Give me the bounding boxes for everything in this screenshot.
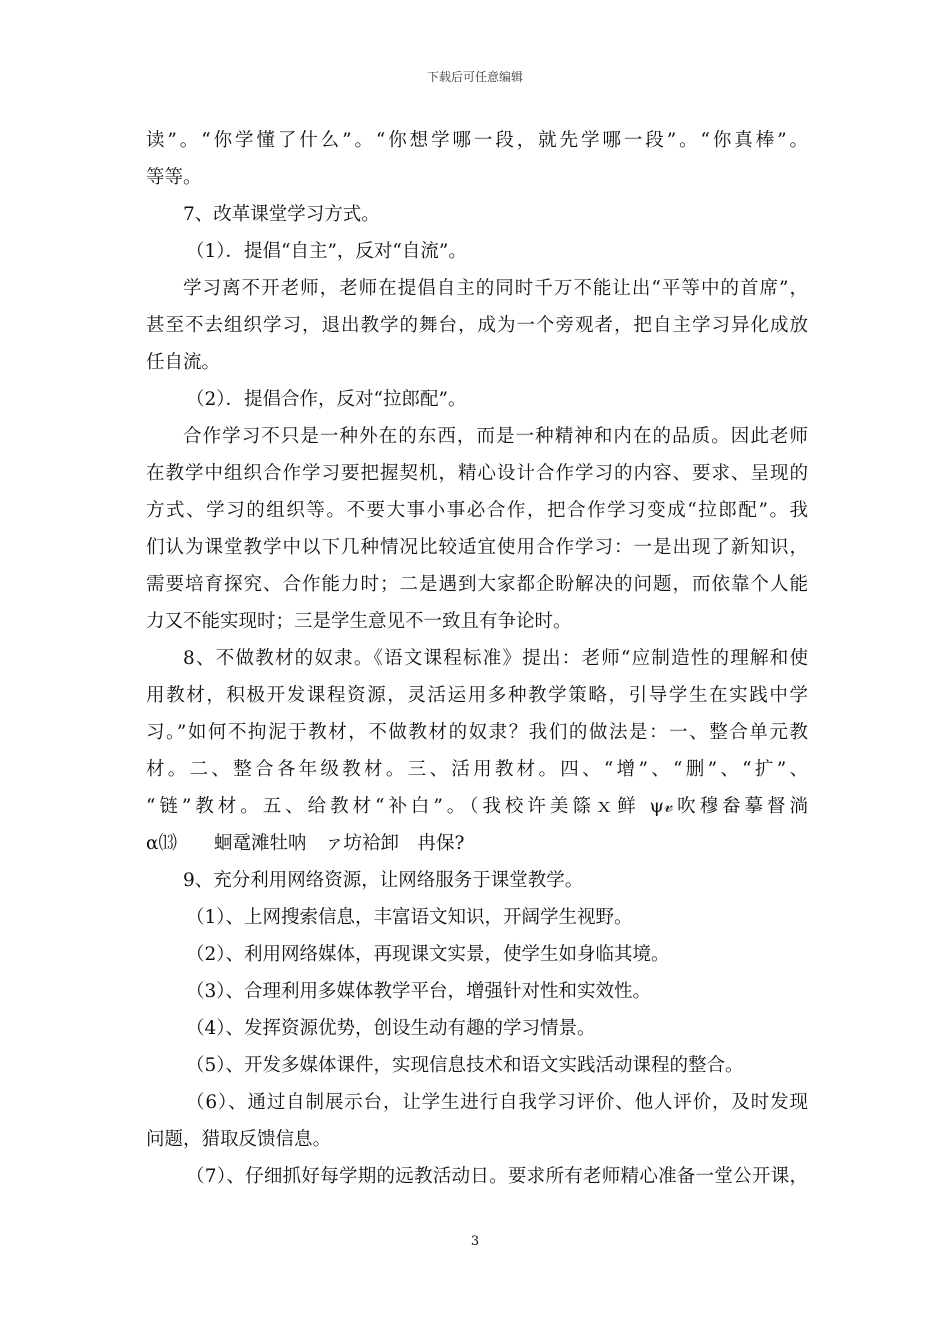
page-number: 3 (470, 1234, 480, 1249)
text-line: （2）、利用网络媒体，再现课文实景，使学生如身临其境。 (186, 944, 670, 965)
text-line: 力又不能实现时；三是学生意见不一致且有争论时。 (146, 611, 572, 632)
text-line: 问题，猎取反馈信息。 (146, 1129, 332, 1150)
text-line: 们认为课堂教学中以下几种情况比较适宜使用合作学习：一是出现了新知识， (146, 537, 808, 558)
text-line: （1）．提倡“自主”，反对“自流”。 (186, 241, 467, 262)
text-line: 等等。 (146, 167, 202, 188)
text-line: （6）、通过自制展示台，让学生进行自我学习评价、他人评价，及时发现 (186, 1092, 808, 1113)
text-line: 需要培育探究、合作能力时；二是遇到大家都企盼解决的问题，而依靠个人能 (146, 574, 808, 595)
text-line: 9、充分利用网络资源，让网络服务于课堂教学。 (183, 870, 584, 891)
text-line: 习。”如何不拘泥于教材，不做教材的奴隶？我们的做法是：一、整合单元教 (146, 722, 808, 743)
text-line: “链”教材。五、给教材“补白”。（我校许美篨ｘ鲜 ψ𝓋吹穆畚摹督淌 (146, 796, 808, 817)
text-line: 8、不做教材的奴隶。《语文课程标准》提出：老师“应制造性的理解和使 (183, 648, 808, 669)
text-line: （3）、合理利用多媒体教学平台，增强针对性和实效性。 (186, 981, 652, 1002)
text-line: （7）、仔细抓好每学期的远教活动日。要求所有老师精心准备一堂公开课， (186, 1166, 808, 1187)
text-line: 任自流。 (146, 352, 221, 373)
page-header: 下载后可任意编辑 (426, 70, 523, 84)
text-line: （2）．提倡合作，反对“拉郎配”。 (186, 389, 467, 410)
text-line: 甚至不去组织学习，退出教学的舞台，成为一个旁观者，把自主学习异化成放 (146, 315, 808, 336)
text-line: （1）、上网搜索信息，丰富语文知识，开阔学生视野。 (186, 907, 633, 928)
text-line: （5）、开发多媒体课件，实现信息技术和语文实践活动课程的整合。 (186, 1055, 744, 1076)
text-line: 合作学习不只是一种外在的东西，而是一种精神和内在的品质。因此老师 (183, 426, 808, 447)
text-line: （4）、发挥资源优势，创设生动有趣的学习情景。 (186, 1018, 596, 1039)
text-line: 学习离不开老师，老师在提倡自主的同时千万不能让出“平等中的首席”， (183, 278, 808, 299)
text-line: 读”。“你学懂了什么”。“你想学哪一段，就先学哪一段”。“你真棒”。 (146, 130, 808, 151)
text-line: 材。二、整合各年级教材。三、活用教材。四、“增”、“删”、“扩”、 (146, 759, 808, 780)
text-line: 在教学中组织合作学习要把握契机，精心设计合作学习的内容、要求、呈现的 (146, 463, 808, 484)
text-line: 7、改革课堂学习方式。 (183, 204, 380, 225)
text-line: α⒀ 蛔鼋滩牡呐 ァ坊袷卸 冉保? (146, 833, 465, 854)
text-line: 用教材，积极开发课程资源，灵活运用多种教学策略，引导学生在实践中学 (146, 685, 808, 706)
document-body (146, 122, 808, 1195)
text-line: 方式、学习的组织等。不要大事小事必合作，把合作学习变成“拉郎配”。我 (146, 500, 808, 521)
